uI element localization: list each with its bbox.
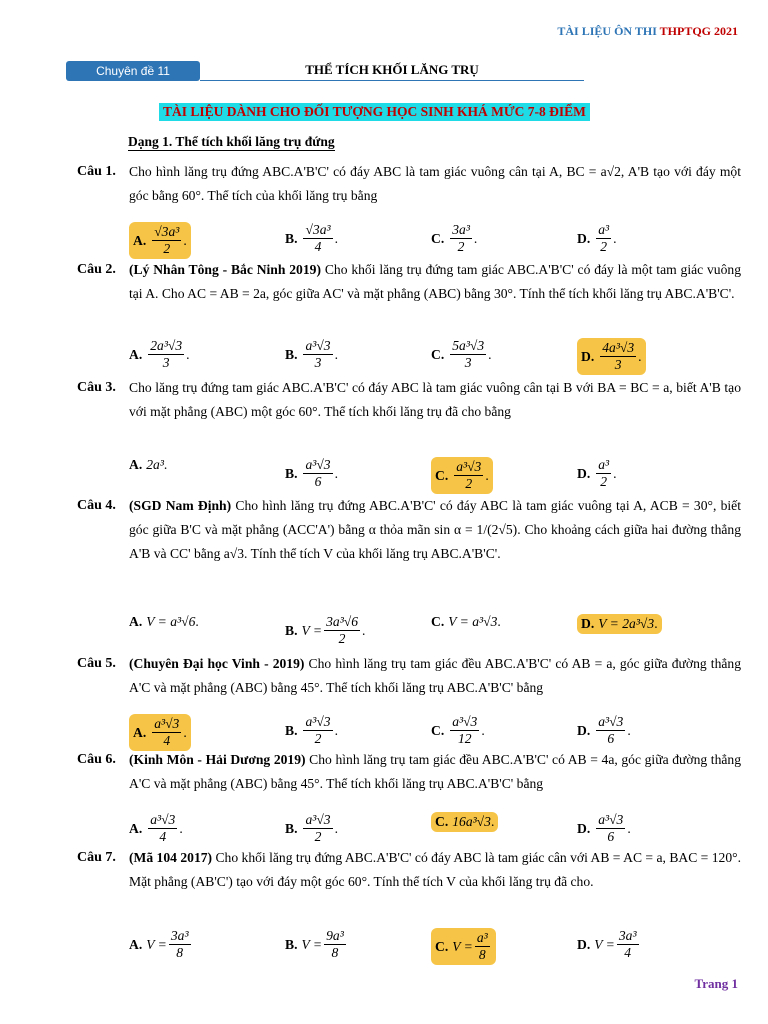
option-expression: V = a³√6 (146, 614, 196, 629)
option-expression: 16a³√3 (452, 814, 491, 829)
question-source: (Chuyên Đại học Vinh - 2019) (129, 656, 309, 671)
option-letter: D. (577, 465, 591, 481)
answer-content (285, 614, 365, 647)
fraction-denominator: 4 (624, 945, 632, 960)
answer-content (285, 928, 348, 961)
fraction (324, 614, 360, 647)
answer-option (577, 338, 646, 375)
answer-content (577, 928, 641, 961)
fraction (148, 338, 184, 371)
fraction-denominator: 8 (176, 945, 184, 960)
option-letter: D. (577, 722, 591, 738)
option-letter: C. (435, 814, 449, 829)
question-text (129, 258, 741, 306)
answer-option (285, 928, 348, 961)
answer-content (285, 457, 338, 490)
option-punctuation: . (627, 722, 631, 738)
option-punctuation: . (334, 722, 339, 738)
question-source: (Kinh Môn - Hải Dương 2019) (129, 752, 310, 767)
answer-option (431, 338, 492, 371)
answer-option (129, 222, 191, 259)
option-expression: V = (452, 938, 473, 954)
answer-option (577, 614, 662, 634)
fraction-denominator: 2 (600, 474, 608, 489)
answer-option (129, 714, 191, 751)
fraction-numerator: a³√3 (150, 812, 176, 827)
option-expression: V = a³√3 (448, 614, 498, 629)
answer-content (431, 222, 477, 255)
fraction-numerator: 4a³√3 (602, 340, 635, 355)
fraction (617, 928, 639, 961)
fraction-denominator: 2 (314, 731, 322, 746)
answer-option (577, 928, 641, 961)
answer-option (285, 614, 365, 647)
document-series-label (557, 24, 738, 39)
option-punctuation: . (362, 622, 366, 638)
question-body: Cho hình lăng trụ tam giác đều ABC.A'B'C' có AB = 4a, góc giữa đường thẳng A'C và mặt phẳng (ABC) bằng 45°. Thể tích khối lăng trụ ABC.A'B'C' bằng (129, 752, 741, 791)
option-letter: D. (577, 936, 591, 952)
answer-option (577, 714, 631, 747)
option-letter: C. (435, 938, 449, 954)
option-expression: V = (301, 622, 323, 638)
section-heading: Dạng 1. Thể tích khối lăng trụ đứng (128, 134, 335, 149)
fraction-numerator: 3a³√6 (326, 614, 359, 629)
fraction-denominator: 2 (314, 829, 322, 844)
fraction-denominator: 12 (457, 731, 472, 746)
highlighted-answer (431, 457, 493, 494)
answer-content (431, 614, 501, 630)
option-letter: D. (577, 820, 591, 836)
highlighted-answer (431, 928, 496, 965)
question-number: Câu 2. (77, 262, 116, 277)
option-punctuation: . (627, 820, 631, 836)
fraction-numerator: a³√3 (154, 716, 180, 731)
option-punctuation: . (613, 230, 617, 246)
fraction-numerator: a³√3 (598, 812, 624, 827)
fraction-denominator: 2 (338, 631, 346, 646)
fraction (148, 812, 177, 845)
series-label-exam: THPTQG 2021 (659, 24, 738, 38)
question-body: Cho khối lăng trụ đứng ABC.A'B'C' có đáy ABC là tam giác cân với AB = AC = a, BAC = 120°. Mặt phẳng (AB'C') tạo với đáy một góc 60°. Tính thể tích V của khối lăng trụ đã cho. (129, 850, 741, 889)
series-label-text: TÀI LIỆU ÔN THI (557, 24, 660, 38)
answer-option (431, 812, 498, 832)
answer-content (577, 714, 631, 747)
fraction (596, 457, 611, 490)
highlighted-answer (577, 338, 646, 375)
question-number: Câu 4. (77, 498, 116, 513)
question-text (129, 748, 741, 796)
fraction (596, 812, 625, 845)
option-punctuation: . (334, 230, 339, 246)
answer-option (129, 928, 193, 961)
fraction (303, 338, 332, 371)
option-expression: V = 2a³√3 (598, 616, 655, 631)
answer-content (577, 222, 617, 255)
topic-divider (200, 80, 584, 81)
highlighted-answer (431, 812, 498, 832)
fraction (303, 812, 332, 845)
option-letter: A. (129, 936, 143, 952)
option-letter: D. (577, 230, 591, 246)
answer-option (129, 812, 183, 845)
question-text (129, 846, 741, 894)
fraction-denominator: 3 (464, 355, 472, 370)
option-letter: B. (285, 230, 298, 246)
fraction-numerator: 3a³ (452, 222, 470, 237)
fraction-numerator: a³√3 (305, 338, 331, 353)
question-body: Cho lăng trụ đứng tam giác ABC.A'B'C' có đáy ABC là tam giác vuông cân tại B với BA = BC = a, biết A'B tạo với mặt phẳng (ABC) một góc 60°. Thể tích khối lăng trụ đã cho bằng (129, 380, 741, 419)
answer-content (431, 338, 492, 371)
fraction (600, 340, 636, 373)
option-letter: C. (431, 722, 445, 738)
option-letter: A. (129, 820, 143, 836)
answer-option (431, 457, 493, 494)
fraction-denominator: 2 (163, 241, 171, 256)
option-expression: 2a³ (146, 457, 164, 472)
fraction-denominator: 4 (314, 239, 322, 254)
answer-content (129, 338, 190, 371)
option-punctuation: . (654, 616, 658, 631)
option-letter: B. (285, 622, 298, 638)
fraction (303, 222, 332, 255)
fraction-numerator: a³√3 (305, 812, 331, 827)
option-punctuation: . (183, 232, 187, 248)
fraction-denominator: 6 (607, 731, 615, 746)
fraction-denominator: 4 (159, 829, 167, 844)
fraction (454, 459, 483, 492)
option-expression: V = (594, 936, 615, 952)
fraction-numerator: 5a³√3 (452, 338, 485, 353)
fraction-numerator: a³√3 (305, 457, 331, 472)
option-punctuation: . (490, 814, 495, 829)
fraction (169, 928, 191, 961)
option-punctuation: . (163, 457, 168, 472)
page-number: Trang 1 (694, 976, 738, 991)
answer-option (577, 812, 631, 845)
answer-option (431, 928, 496, 965)
option-letter: C. (431, 230, 445, 246)
fraction (596, 714, 625, 747)
option-punctuation: . (485, 467, 489, 483)
answer-option (285, 338, 338, 371)
highlighted-answer (577, 614, 662, 634)
answer-content (285, 338, 338, 371)
fraction-numerator: a³√3 (305, 714, 331, 729)
option-punctuation: . (179, 820, 183, 836)
answer-option (285, 222, 338, 255)
answer-option (129, 457, 167, 473)
option-punctuation: . (638, 348, 642, 364)
option-punctuation: . (488, 346, 492, 362)
option-letter: A. (133, 232, 147, 248)
option-letter: A. (129, 346, 143, 362)
answer-content (129, 812, 183, 845)
fraction-denominator: 6 (314, 474, 322, 489)
answer-option (285, 812, 338, 845)
answer-option (285, 714, 338, 747)
question-source: (Lý Nhân Tông - Bắc Ninh 2019) (129, 262, 325, 277)
fraction-denominator: 8 (478, 947, 486, 962)
option-letter: D. (581, 616, 595, 631)
answer-option (431, 714, 485, 747)
fraction-numerator: √3a³ (154, 224, 180, 239)
option-punctuation: . (497, 614, 501, 629)
fraction-numerator: √3a³ (305, 222, 331, 237)
question-body: Cho khối lăng trụ đứng tam giác ABC.A'B'C' có đáy là một tam giác vuông tại A. Cho AC = AB = 2a, góc giữa AC' và mặt phẳng (ABC) bằng 30°. Tính thể tích khối lăng trụ ABC.A'B'C'. (129, 262, 741, 301)
option-expression: V = (146, 936, 167, 952)
answer-option (431, 222, 477, 255)
option-punctuation: . (334, 346, 339, 362)
option-punctuation: . (334, 465, 339, 481)
answer-content (129, 928, 193, 961)
answer-option (285, 457, 338, 490)
fraction-numerator: 3a³ (618, 928, 637, 943)
answer-content (129, 614, 199, 630)
option-letter: C. (431, 346, 445, 362)
option-punctuation: . (183, 724, 187, 740)
fraction (450, 222, 472, 255)
fraction (596, 222, 611, 255)
highlighted-answer (129, 714, 191, 751)
fraction-numerator: a³ (598, 222, 610, 237)
answer-option (129, 338, 190, 371)
highlighted-answer (129, 222, 191, 259)
question-text (129, 494, 741, 566)
fraction-denominator: 8 (331, 945, 339, 960)
option-punctuation: . (334, 820, 339, 836)
fraction-denominator: 2 (600, 239, 608, 254)
fraction-numerator: a³√3 (452, 714, 478, 729)
question-number: Câu 6. (77, 752, 116, 767)
fraction-denominator: 2 (465, 476, 473, 491)
question-number: Câu 7. (77, 850, 116, 865)
question-source: (Mã 104 2017) (129, 850, 216, 865)
fraction-numerator: a³ (598, 457, 610, 472)
option-punctuation: . (481, 722, 485, 738)
option-punctuation: . (186, 346, 190, 362)
option-punctuation: . (195, 614, 199, 629)
topic-title: THỂ TÍCH KHỐI LĂNG TRỤ (305, 62, 479, 77)
question-number: Câu 3. (77, 380, 116, 395)
fraction (303, 457, 332, 490)
option-letter: B. (285, 936, 298, 952)
fraction-denominator: 3 (614, 357, 622, 372)
fraction (475, 930, 490, 963)
fraction (450, 714, 479, 747)
answer-content (577, 812, 631, 845)
question-body: Cho hình lăng trụ tam giác đều ABC.A'B'C' có AB = a, góc giữa đường thẳng A'C và mặt phẳng (ABC) bằng 45°. Thể tích khối lăng trụ ABC.A'B'C' bằng (129, 656, 741, 695)
answer-option (577, 457, 617, 490)
fraction-denominator: 2 (457, 239, 465, 254)
answer-content (431, 714, 485, 747)
option-punctuation: . (473, 230, 478, 246)
option-letter: A. (129, 457, 143, 472)
answer-content (285, 222, 338, 255)
option-letter: B. (285, 820, 298, 836)
fraction-numerator: 9a³ (326, 928, 344, 943)
question-text (129, 652, 741, 700)
fraction-denominator: 3 (314, 355, 322, 370)
answer-option (577, 222, 617, 255)
topic-badge: Chuyên đề 11 (66, 61, 200, 81)
question-body: Cho hình lăng trụ đứng ABC.A'B'C' có đáy ABC là tam giác vuông tại A, ACB = 30°, biết góc giữa B'C và mặt phẳng (ACC'A') bằng α thỏa mãn sin α = 1/(2√5). Cho khoảng cách giữa hai đường thẳng A'B và CC' bằng a√3. Tính thể tích V của khối lăng trụ ABC.A'B'C'. (129, 498, 741, 561)
option-letter: B. (285, 465, 298, 481)
question-text (129, 376, 741, 424)
answer-content (577, 457, 617, 490)
fraction-numerator: 2a³√3 (150, 338, 183, 353)
question-body: Cho hình lăng trụ đứng ABC.A'B'C' có đáy ABC là tam giác vuông cân tại A, BC = a√2, A'B tạo với đáy một góc bằng 60°. Thể tích của khối lăng trụ bằng (129, 164, 741, 203)
fraction (152, 716, 181, 749)
option-letter: C. (435, 467, 449, 483)
question-text (129, 160, 741, 208)
fraction-denominator: 6 (607, 829, 615, 844)
option-letter: B. (285, 722, 298, 738)
fraction-numerator: a³√3 (456, 459, 482, 474)
question-number: Câu 1. (77, 164, 116, 179)
fraction-denominator: 4 (163, 733, 171, 748)
option-letter: B. (285, 346, 298, 362)
fraction-numerator: a³√3 (598, 714, 624, 729)
fraction (450, 338, 486, 371)
fraction (324, 928, 346, 961)
fraction-denominator: 3 (162, 355, 170, 370)
option-letter: D. (581, 348, 595, 364)
main-heading: TÀI LIỆU DÀNH CHO ĐỐI TƯỢNG HỌC SINH KHÁ MỨC 7-8 ĐIỂM (159, 103, 590, 121)
fraction (152, 224, 181, 257)
option-letter: A. (129, 614, 143, 629)
option-expression: V = (301, 936, 323, 952)
question-source: (SGD Nam Định) (129, 498, 236, 513)
fraction-numerator: 3a³ (170, 928, 189, 943)
option-letter: C. (431, 614, 445, 629)
answer-option (431, 614, 501, 630)
answer-content (285, 812, 338, 845)
fraction (303, 714, 332, 747)
option-letter: A. (133, 724, 147, 740)
answer-content (285, 714, 338, 747)
fraction-numerator: a³ (476, 930, 488, 945)
option-punctuation: . (613, 465, 617, 481)
question-number: Câu 5. (77, 656, 116, 671)
answer-content (129, 457, 167, 473)
answer-option (129, 614, 199, 630)
